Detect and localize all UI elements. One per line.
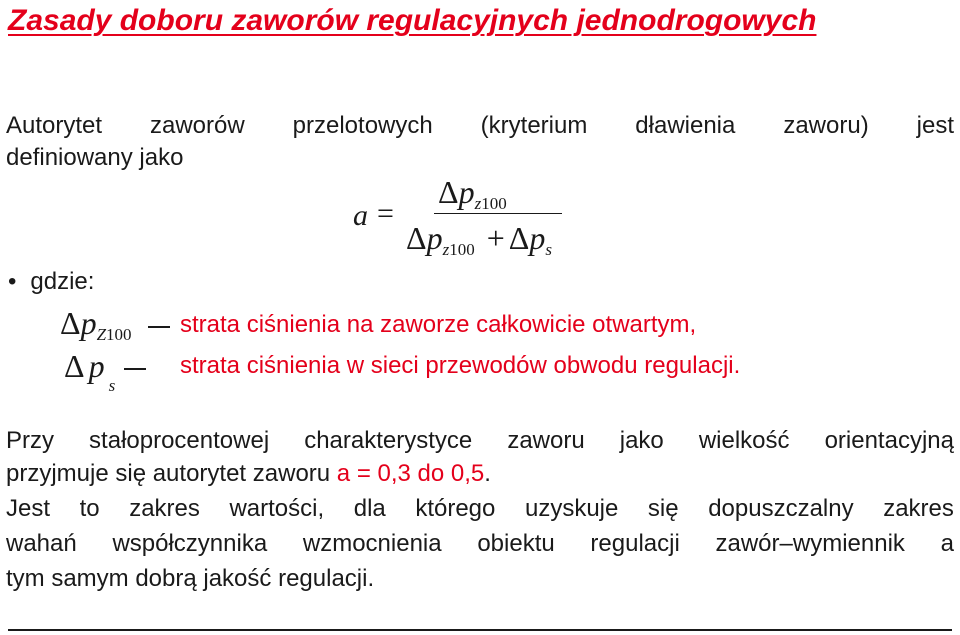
word: orientacyjną (824, 427, 954, 454)
plus-sign: + (486, 220, 505, 256)
word: jest (916, 112, 954, 139)
subscript (443, 240, 475, 259)
authority-range: a = 0,3 do 0,5 (336, 460, 485, 487)
delta-symbol: Δ (64, 348, 85, 384)
subscript-digits: 100 (106, 325, 132, 344)
subscript-digits: 100 (449, 240, 475, 259)
word: Przy (6, 427, 54, 454)
fraction-bar (434, 213, 562, 214)
pressure-symbol: p (80, 305, 97, 341)
definition-dash (124, 368, 146, 370)
word: wahań (6, 530, 77, 557)
delta-symbol: Δ (406, 220, 427, 256)
formula-denominator (406, 220, 552, 257)
word: Autorytet (6, 112, 103, 139)
word: przelotowych (292, 112, 433, 139)
pressure-symbol: p (88, 348, 105, 384)
subscript (475, 194, 507, 213)
word: obiektu (477, 530, 555, 557)
subscript (97, 325, 132, 344)
paragraph-line (6, 458, 954, 490)
footer-divider (8, 629, 952, 631)
paragraph-line (6, 493, 954, 525)
definition-symbol (60, 305, 132, 342)
word: zakres (129, 495, 200, 522)
conclusion-paragraph (6, 493, 954, 595)
word: zawór–wymiennik (715, 530, 905, 557)
intro-line-2: definiowany jako (6, 144, 184, 171)
word: uzyskuje (524, 495, 619, 522)
word: stałoprocentowej (89, 427, 270, 454)
word: zaworu (507, 427, 585, 454)
paragraph-line (6, 425, 954, 457)
definition-text: strata ciśnienia na zaworze całkowicie otwartym, (180, 311, 697, 338)
subscript-letter: z (474, 194, 482, 213)
subscript-digits: 100 (481, 194, 507, 213)
subscript-letter: z (442, 240, 450, 259)
page-title: Zasady doboru zaworów regulacyjnych jednodrogowych (8, 4, 817, 37)
word: dla (353, 495, 386, 522)
word: regulacji (590, 530, 680, 557)
formula-equals: = (377, 197, 394, 230)
word: zakres (883, 495, 954, 522)
word: (kryterium (480, 112, 588, 139)
subscript: s (108, 376, 116, 395)
intro-line-1 (6, 110, 954, 142)
definition-dash (148, 326, 170, 328)
text-span: . (484, 460, 491, 487)
word: którego (415, 495, 496, 522)
word: się (647, 495, 679, 522)
word: dławienia (635, 112, 736, 139)
pressure-symbol: p (426, 220, 443, 256)
word: wzmocnienia (302, 530, 442, 557)
delta-symbol: Δ (438, 174, 459, 210)
delta-symbol: Δ (60, 305, 81, 341)
word: charakterystyce (304, 427, 473, 454)
where-bullet (8, 268, 94, 296)
word: dopuszczalny (708, 495, 854, 522)
word: jako (619, 427, 664, 454)
paragraph-line (6, 528, 954, 560)
where-label: gdzie: (30, 268, 95, 295)
formula-lhs: a (353, 199, 368, 232)
word: wartości, (229, 495, 325, 522)
text-span: przyjmuje się autorytet zaworu (6, 460, 337, 487)
word: a (940, 530, 954, 557)
word: zaworów (150, 112, 245, 139)
definition-text: strata ciśnienia w sieci przewodów obwodu regulacji. (180, 352, 741, 379)
bullet-dot: • (8, 268, 17, 295)
word: wielkość (698, 427, 790, 454)
recommendation-paragraph (6, 425, 954, 490)
word: zaworu) (783, 112, 869, 139)
word: Jest (6, 495, 51, 522)
delta-symbol: Δ (508, 220, 530, 256)
pressure-symbol: p (529, 220, 546, 256)
subscript-letter: Z (96, 325, 107, 344)
intro-paragraph (6, 110, 954, 174)
word: współczynnika (112, 530, 268, 557)
subscript: s (545, 240, 552, 259)
definition-symbol (64, 348, 116, 395)
paragraph-line: tym samym dobrą jakość regulacji. (6, 565, 375, 592)
authority-formula (350, 174, 570, 266)
formula-numerator (438, 174, 507, 211)
pressure-symbol: p (458, 174, 475, 210)
word: to (79, 495, 100, 522)
